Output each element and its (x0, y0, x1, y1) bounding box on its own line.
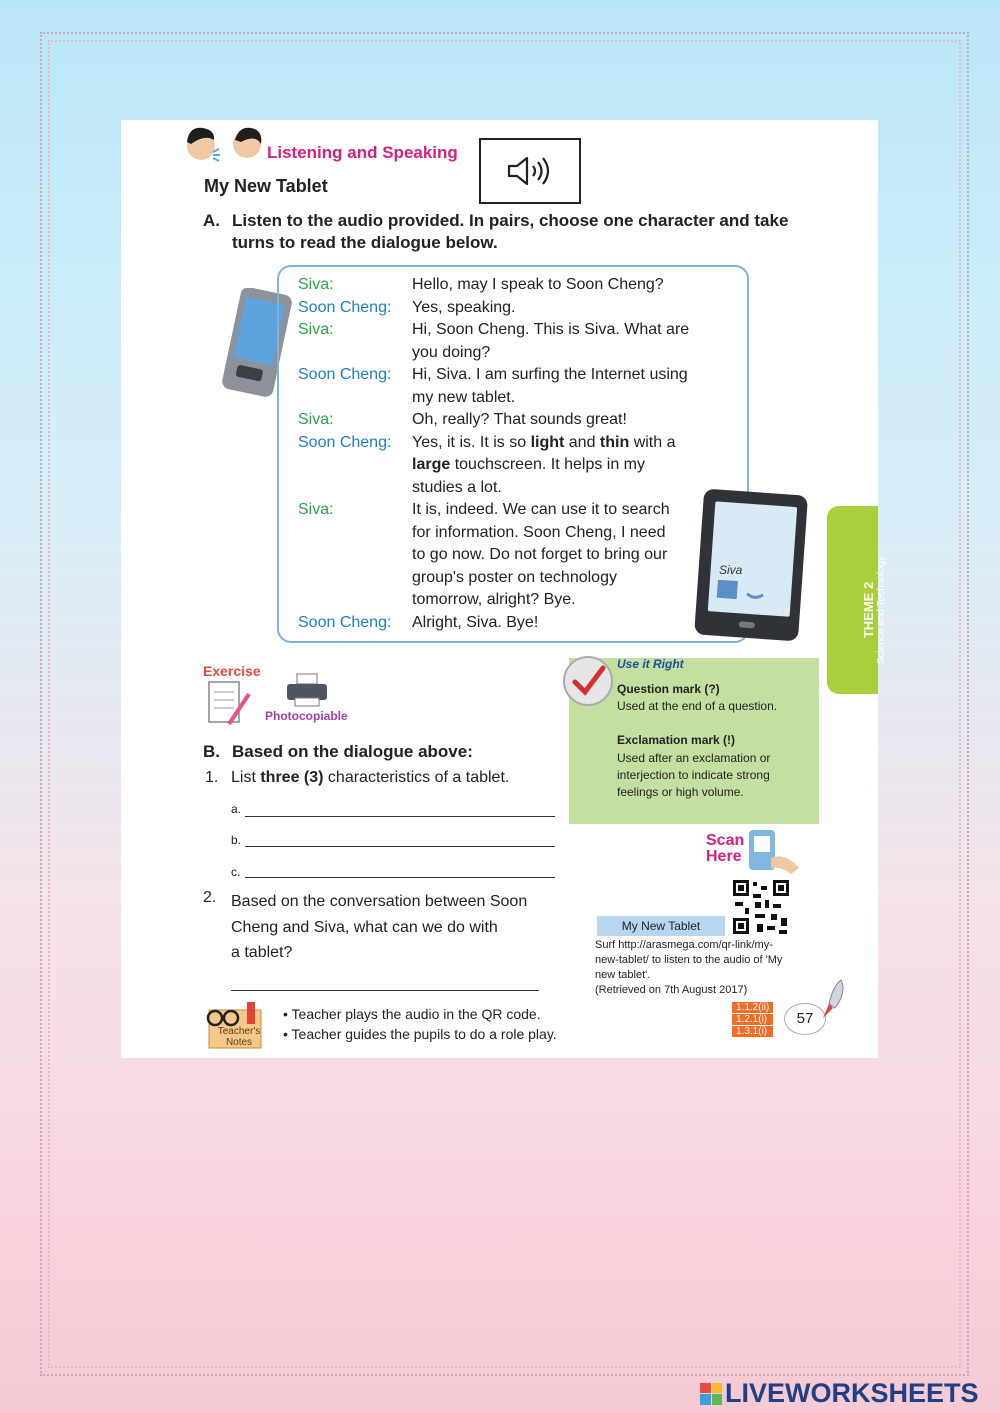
standards-badges (732, 1002, 773, 1038)
dialogue-line: large touchscreen. It helps in my (412, 456, 646, 473)
dialogue-speaker: Siva: (298, 321, 334, 338)
lesson-title: My New Tablet (204, 176, 328, 196)
dialogue-line: for information. Soon Cheng, I need (412, 523, 666, 541)
part-a-label: A. (203, 211, 220, 230)
dialogue-speaker: Soon Cheng: (298, 298, 392, 316)
part-b-label: B. (203, 742, 220, 761)
scan-here-label: Scan Here (706, 832, 745, 865)
dialogue-line: Alright, Siva. Bye! (412, 613, 539, 631)
part-b-instruction: Based on the dialogue above: (232, 742, 473, 761)
exercise-label: Exercise (203, 663, 261, 679)
dialogue-line: It is, indeed. We can use it to search (412, 501, 670, 518)
scan-phone-icon (747, 828, 805, 876)
liveworksheets-logo-icon (700, 1383, 722, 1405)
exclamation-mark-title: Exclamation mark (!) (617, 733, 736, 747)
dialogue-speaker: Siva: (298, 276, 334, 293)
dialogue-line: Yes, it is. It is so light and thin with a (412, 433, 676, 451)
tablet-caller-name: Siva (719, 563, 743, 577)
exclamation-mark-text: Used after an exclamation or interjection to indicate strong feelings or high volume. (617, 751, 771, 799)
q2-text: Based on the conversation between Soon Cheng and Siva, what can we do with a tablet? (231, 893, 528, 961)
dialogue-speaker: Soon Cheng: (298, 613, 392, 631)
photocopiable-label: Photocopiable (265, 709, 348, 723)
q2-answer-input[interactable] (231, 968, 539, 991)
dialogue-speaker: Soon Cheng: (298, 433, 392, 451)
liveworksheets-logo (700, 1378, 979, 1409)
speaker-icon (505, 154, 555, 188)
question-mark-text: Used at the end of a question. (617, 699, 778, 713)
q1-item-b-label: b. (231, 833, 242, 847)
dialogue-line: Yes, speaking. (412, 298, 516, 316)
page-number: 57 (784, 1003, 826, 1035)
surf-text: Surf http://arasmega.com/qr-link/my- new-tablet/ to listen to the audio of 'My new tablet'. (Retrieved on 7th August 2017) (595, 939, 783, 996)
q1-answer-b-input[interactable] (245, 826, 555, 847)
dialogue-line: you doing? (412, 343, 491, 361)
qr-label: My New Tablet (597, 916, 725, 936)
dialogue-speaker: Siva: (298, 501, 334, 518)
section-title: Listening and Speaking (267, 143, 458, 162)
worksheet-page (121, 120, 887, 1058)
q1-answer-c-input[interactable] (245, 857, 555, 878)
theme-tab-text: THEME 2 Science and Technology (861, 555, 887, 665)
dialogue-speaker: Soon Cheng: (298, 366, 392, 383)
rocket-icon (821, 978, 847, 1022)
q1-number: 1. (205, 769, 219, 786)
dialogue-line: group's poster on technology (412, 568, 617, 586)
speaking-faces-icon (183, 122, 269, 168)
q1-item-c-label: c. (231, 865, 241, 879)
standard-badge: 1.3.1(i) (732, 1026, 773, 1037)
q1-answer-a-input[interactable] (245, 796, 555, 817)
teachers-notes-label: Teacher's Notes (217, 1026, 261, 1048)
dialogue-line: my new tablet. (412, 388, 516, 406)
dialogue-line: Oh, really? That sounds great! (412, 411, 627, 428)
q2-number: 2. (203, 889, 217, 906)
dialogue-line: studies a lot. (412, 478, 502, 496)
printer-icon (285, 672, 329, 708)
dialogue-line: tomorrow, alright? Bye. (412, 591, 576, 608)
checkmark-icon (561, 654, 615, 708)
standard-badge: 1.1.2(ii) (732, 1002, 773, 1013)
q1-item-a-label: a. (231, 802, 242, 816)
use-it-right-title: Use it Right (617, 657, 684, 671)
dialogue-line: to go now. Do not forget to bring our (412, 546, 668, 563)
dialogue-line: Hi, Soon Cheng. This is Siva. What are (412, 321, 690, 338)
tablet-image (689, 486, 815, 646)
audio-play-button[interactable] (479, 138, 581, 204)
teacher-notes-list: • Teacher plays the audio in the QR code. • Teacher guides the pupils to do a role play. (283, 1006, 557, 1042)
question-mark-title: Question mark (?) (617, 682, 720, 696)
q1-text: List three (3) characteristics of a tablet. (231, 769, 510, 786)
dialogue-speaker: Siva: (298, 411, 334, 428)
standard-badge: 1.2.1(i) (732, 1014, 773, 1025)
dialogue-line: Hi, Siva. I am surfing the Internet using (412, 366, 688, 383)
watermark-text: LIVEWORKSHEETS (725, 1378, 979, 1408)
exercise-notebook-icon (205, 680, 253, 728)
part-a-instruction: Listen to the audio provided. In pairs, choose one character and take turns to read the dialogue below. (232, 211, 789, 252)
qr-code-image[interactable] (731, 878, 791, 936)
dialogue-line: Hello, may I speak to Soon Cheng? (412, 276, 664, 293)
